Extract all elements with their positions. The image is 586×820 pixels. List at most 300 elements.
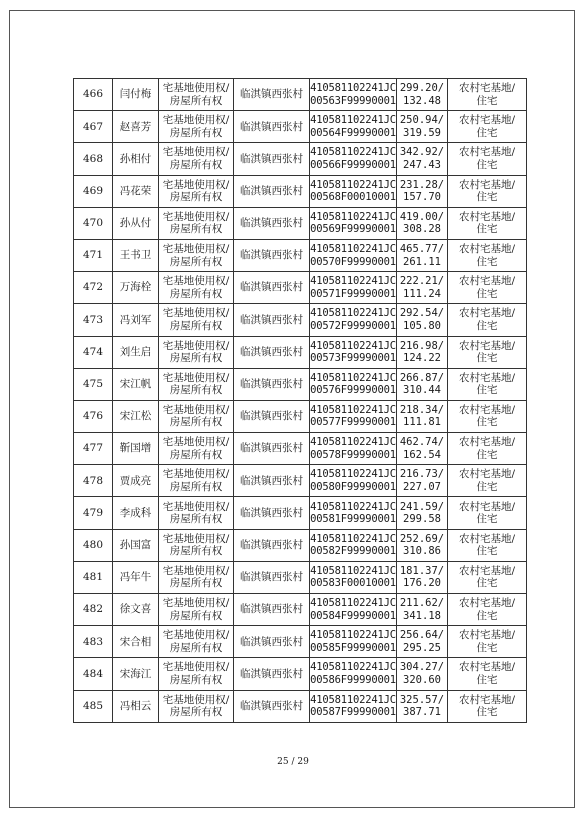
right-type-cell xyxy=(159,79,234,111)
area-cell-line: 341.18 xyxy=(403,609,441,622)
right-type-cell xyxy=(159,690,234,722)
area-cell-line: 342.92/ xyxy=(399,146,445,159)
area-cell xyxy=(397,529,448,561)
land-use-cell-line: 住宅 xyxy=(476,126,498,139)
location-cell: 临淇镇西张村 xyxy=(234,111,310,143)
land-use-cell-line: 农村宅基地/ xyxy=(458,693,516,706)
unit-code-cell-line: 410581102241JC xyxy=(310,468,396,481)
right-type-cell xyxy=(159,465,234,497)
owner-name-cell: 冯刘军 xyxy=(113,304,159,336)
area-cell-line: 241.59/ xyxy=(399,500,445,513)
right-type-cell-line: 房屋所有权 xyxy=(169,480,223,493)
owner-name-cell: 宋江帆 xyxy=(113,368,159,400)
row-number-cell: 485 xyxy=(74,690,113,722)
land-use-cell-line: 农村宅基地/ xyxy=(458,468,516,481)
right-type-cell-line: 宅基地使用权/ xyxy=(162,629,230,642)
land-use-cell-line: 农村宅基地/ xyxy=(458,564,516,577)
land-use-cell-line: 住宅 xyxy=(476,352,498,365)
land-use-cell xyxy=(448,626,527,658)
unit-code-cell-line: 410581102241JC xyxy=(310,436,396,449)
land-use-cell-line: 住宅 xyxy=(476,609,498,622)
right-type-cell-line: 房屋所有权 xyxy=(169,158,223,171)
land-use-cell xyxy=(448,175,527,207)
table-row xyxy=(74,368,527,400)
land-use-cell-line: 农村宅基地/ xyxy=(458,243,516,256)
unit-code-cell-line: 00569F99990001 xyxy=(310,223,396,236)
unit-code-cell-line: 410581102241JC xyxy=(310,693,396,706)
owner-name-cell: 孙从付 xyxy=(113,207,159,239)
land-use-cell xyxy=(448,239,527,271)
right-type-cell xyxy=(159,626,234,658)
right-type-cell-line: 宅基地使用权/ xyxy=(162,661,230,674)
area-cell xyxy=(397,175,448,207)
row-number-cell: 478 xyxy=(74,465,113,497)
area-cell xyxy=(397,111,448,143)
owner-name-cell: 冯花荣 xyxy=(113,175,159,207)
unit-code-cell xyxy=(310,272,397,304)
location-cell: 临淇镇西张村 xyxy=(234,594,310,626)
owner-name-cell: 宋合相 xyxy=(113,626,159,658)
owner-name-cell: 王书卫 xyxy=(113,239,159,271)
unit-code-cell-line: 00577F99990001 xyxy=(310,416,396,429)
land-use-cell-line: 住宅 xyxy=(476,191,498,204)
row-number-cell: 483 xyxy=(74,626,113,658)
unit-code-cell xyxy=(310,143,397,175)
land-use-cell-line: 农村宅基地/ xyxy=(458,500,516,513)
land-use-cell-line: 住宅 xyxy=(476,319,498,332)
page-number: 25 / 29 xyxy=(277,757,309,767)
right-type-cell xyxy=(159,336,234,368)
owner-name-cell: 冯相云 xyxy=(113,690,159,722)
right-type-cell-line: 宅基地使用权/ xyxy=(162,275,230,288)
table-row xyxy=(74,433,527,465)
table-row xyxy=(74,207,527,239)
unit-code-cell xyxy=(310,239,397,271)
land-use-cell-line: 住宅 xyxy=(476,577,498,590)
area-cell xyxy=(397,79,448,111)
land-use-cell xyxy=(448,304,527,336)
row-number-cell: 481 xyxy=(74,561,113,593)
unit-code-cell-line: 00587F99990001 xyxy=(310,706,396,719)
right-type-cell-line: 房屋所有权 xyxy=(169,641,223,654)
land-use-cell-line: 农村宅基地/ xyxy=(458,661,516,674)
right-type-cell-line: 房屋所有权 xyxy=(169,609,223,622)
unit-code-cell-line: 410581102241JC xyxy=(310,532,396,545)
right-type-cell-line: 房屋所有权 xyxy=(169,513,223,526)
table-row xyxy=(74,690,527,722)
area-cell xyxy=(397,272,448,304)
area-cell-line: 231.28/ xyxy=(399,178,445,191)
area-cell-line: 292.54/ xyxy=(399,307,445,320)
table-row xyxy=(74,561,527,593)
land-use-cell-line: 住宅 xyxy=(476,384,498,397)
right-type-cell xyxy=(159,175,234,207)
area-cell-line: 325.57/ xyxy=(399,693,445,706)
unit-code-cell xyxy=(310,433,397,465)
right-type-cell xyxy=(159,658,234,690)
table-row xyxy=(74,239,527,271)
area-cell-line: 310.44 xyxy=(403,384,441,397)
right-type-cell xyxy=(159,143,234,175)
unit-code-cell xyxy=(310,658,397,690)
land-use-cell-line: 住宅 xyxy=(476,545,498,558)
owner-name-cell: 孙国富 xyxy=(113,529,159,561)
land-use-cell-line: 住宅 xyxy=(476,94,498,107)
location-cell: 临淇镇西张村 xyxy=(234,175,310,207)
area-cell-line: 266.87/ xyxy=(399,371,445,384)
land-use-cell-line: 农村宅基地/ xyxy=(458,178,516,191)
land-use-cell-line: 住宅 xyxy=(476,706,498,719)
land-use-cell xyxy=(448,111,527,143)
land-use-cell-line: 住宅 xyxy=(476,223,498,236)
unit-code-cell-line: 410581102241JC xyxy=(310,371,396,384)
right-type-cell-line: 房屋所有权 xyxy=(169,287,223,300)
owner-name-cell: 靳国增 xyxy=(113,433,159,465)
unit-code-cell xyxy=(310,529,397,561)
land-use-cell-line: 农村宅基地/ xyxy=(458,629,516,642)
row-number-cell: 469 xyxy=(74,175,113,207)
owner-name-cell: 刘生启 xyxy=(113,336,159,368)
owner-name-cell: 李成科 xyxy=(113,497,159,529)
area-cell-line: 250.94/ xyxy=(399,114,445,127)
right-type-cell xyxy=(159,400,234,432)
location-cell: 临淇镇西张村 xyxy=(234,304,310,336)
table-row xyxy=(74,304,527,336)
unit-code-cell xyxy=(310,175,397,207)
land-use-cell-line: 农村宅基地/ xyxy=(458,275,516,288)
right-type-cell-line: 房屋所有权 xyxy=(169,545,223,558)
area-cell-line: 181.37/ xyxy=(399,564,445,577)
right-type-cell-line: 宅基地使用权/ xyxy=(162,693,230,706)
table-row xyxy=(74,111,527,143)
area-cell xyxy=(397,594,448,626)
land-use-cell-line: 农村宅基地/ xyxy=(458,307,516,320)
location-cell: 临淇镇西张村 xyxy=(234,561,310,593)
unit-code-cell xyxy=(310,594,397,626)
right-type-cell-line: 宅基地使用权/ xyxy=(162,243,230,256)
land-use-cell-line: 住宅 xyxy=(476,287,498,300)
land-use-cell xyxy=(448,433,527,465)
unit-code-cell-line: 00586F99990001 xyxy=(310,673,396,686)
area-cell xyxy=(397,143,448,175)
location-cell: 临淇镇西张村 xyxy=(234,465,310,497)
location-cell: 临淇镇西张村 xyxy=(234,433,310,465)
area-cell-line: 304.27/ xyxy=(399,661,445,674)
right-type-cell xyxy=(159,304,234,336)
location-cell: 临淇镇西张村 xyxy=(234,336,310,368)
land-use-cell xyxy=(448,497,527,529)
land-use-cell xyxy=(448,143,527,175)
area-cell-line: 162.54 xyxy=(403,448,441,461)
right-type-cell-line: 宅基地使用权/ xyxy=(162,339,230,352)
unit-code-cell-line: 00582F99990001 xyxy=(310,545,396,558)
land-use-cell-line: 农村宅基地/ xyxy=(458,339,516,352)
unit-code-cell-line: 00572F99990001 xyxy=(310,319,396,332)
table-row xyxy=(74,272,527,304)
area-cell-line: 124.22 xyxy=(403,352,441,365)
area-cell-line: 211.62/ xyxy=(399,597,445,610)
unit-code-cell-line: 00563F99990001 xyxy=(310,94,396,107)
area-cell-line: 222.21/ xyxy=(399,275,445,288)
right-type-cell-line: 宅基地使用权/ xyxy=(162,146,230,159)
area-cell xyxy=(397,465,448,497)
right-type-cell-line: 宅基地使用权/ xyxy=(162,82,230,95)
owner-name-cell: 闫付梅 xyxy=(113,79,159,111)
right-type-cell-line: 宅基地使用权/ xyxy=(162,500,230,513)
table-row xyxy=(74,400,527,432)
right-type-cell-line: 宅基地使用权/ xyxy=(162,564,230,577)
table-row xyxy=(74,175,527,207)
unit-code-cell-line: 410581102241JC xyxy=(310,275,396,288)
location-cell: 临淇镇西张村 xyxy=(234,239,310,271)
land-use-cell-line: 农村宅基地/ xyxy=(458,403,516,416)
right-type-cell-line: 房屋所有权 xyxy=(169,352,223,365)
area-cell-line: 419.00/ xyxy=(399,210,445,223)
row-number-cell: 473 xyxy=(74,304,113,336)
right-type-cell xyxy=(159,368,234,400)
right-type-cell xyxy=(159,529,234,561)
right-type-cell-line: 宅基地使用权/ xyxy=(162,403,230,416)
right-type-cell-line: 房屋所有权 xyxy=(169,126,223,139)
table-row xyxy=(74,594,527,626)
right-type-cell-line: 宅基地使用权/ xyxy=(162,597,230,610)
unit-code-cell xyxy=(310,304,397,336)
unit-code-cell-line: 00578F99990001 xyxy=(310,448,396,461)
unit-code-cell-line: 410581102241JC xyxy=(310,243,396,256)
unit-code-cell-line: 410581102241JC xyxy=(310,210,396,223)
land-use-cell-line: 农村宅基地/ xyxy=(458,82,516,95)
location-cell: 临淇镇西张村 xyxy=(234,690,310,722)
unit-code-cell-line: 00576F99990001 xyxy=(310,384,396,397)
area-cell-line: 320.60 xyxy=(403,673,441,686)
right-type-cell-line: 房屋所有权 xyxy=(169,223,223,236)
land-use-cell-line: 农村宅基地/ xyxy=(458,597,516,610)
area-cell-line: 310.86 xyxy=(403,545,441,558)
right-type-cell xyxy=(159,497,234,529)
unit-code-cell xyxy=(310,561,397,593)
land-use-cell-line: 农村宅基地/ xyxy=(458,371,516,384)
area-cell-line: 308.28 xyxy=(403,223,441,236)
unit-code-cell xyxy=(310,207,397,239)
location-cell: 临淇镇西张村 xyxy=(234,626,310,658)
table-row xyxy=(74,529,527,561)
row-number-cell: 472 xyxy=(74,272,113,304)
area-cell xyxy=(397,304,448,336)
land-use-cell-line: 住宅 xyxy=(476,641,498,654)
unit-code-cell xyxy=(310,400,397,432)
right-type-cell-line: 房屋所有权 xyxy=(169,319,223,332)
right-type-cell xyxy=(159,561,234,593)
right-type-cell-line: 房屋所有权 xyxy=(169,416,223,429)
right-type-cell-line: 宅基地使用权/ xyxy=(162,307,230,320)
right-type-cell xyxy=(159,594,234,626)
area-cell-line: 387.71 xyxy=(403,706,441,719)
unit-code-cell-line: 00585F99990001 xyxy=(310,641,396,654)
row-number-cell: 471 xyxy=(74,239,113,271)
unit-code-cell-line: 410581102241JC xyxy=(310,82,396,95)
unit-code-cell-line: 410581102241JC xyxy=(310,146,396,159)
unit-code-cell xyxy=(310,336,397,368)
right-type-cell-line: 宅基地使用权/ xyxy=(162,114,230,127)
unit-code-cell-line: 410581102241JC xyxy=(310,403,396,416)
right-type-cell-line: 房屋所有权 xyxy=(169,673,223,686)
land-use-cell xyxy=(448,79,527,111)
land-use-cell-line: 住宅 xyxy=(476,480,498,493)
area-cell-line: 295.25 xyxy=(403,641,441,654)
area-cell-line: 216.73/ xyxy=(399,468,445,481)
unit-code-cell-line: 00566F99990001 xyxy=(310,158,396,171)
area-cell-line: 299.20/ xyxy=(399,82,445,95)
area-cell xyxy=(397,400,448,432)
unit-code-cell xyxy=(310,79,397,111)
land-use-cell xyxy=(448,336,527,368)
land-use-cell-line: 住宅 xyxy=(476,416,498,429)
land-use-cell-line: 农村宅基地/ xyxy=(458,532,516,545)
area-cell-line: 176.20 xyxy=(403,577,441,590)
land-use-cell-line: 住宅 xyxy=(476,158,498,171)
table-row xyxy=(74,143,527,175)
location-cell: 临淇镇西张村 xyxy=(234,272,310,304)
unit-code-cell-line: 00573F99990001 xyxy=(310,352,396,365)
area-cell-line: 465.77/ xyxy=(399,243,445,256)
area-cell-line: 157.70 xyxy=(403,191,441,204)
land-use-cell-line: 住宅 xyxy=(476,673,498,686)
unit-code-cell-line: 00581F99990001 xyxy=(310,513,396,526)
owner-name-cell: 万海栓 xyxy=(113,272,159,304)
row-number-cell: 467 xyxy=(74,111,113,143)
row-number-cell: 484 xyxy=(74,658,113,690)
unit-code-cell-line: 410581102241JC xyxy=(310,178,396,191)
area-cell-line: 218.34/ xyxy=(399,403,445,416)
land-use-cell-line: 住宅 xyxy=(476,448,498,461)
area-cell xyxy=(397,561,448,593)
right-type-cell-line: 房屋所有权 xyxy=(169,577,223,590)
unit-code-cell-line: 410581102241JC xyxy=(310,661,396,674)
right-type-cell-line: 房屋所有权 xyxy=(169,448,223,461)
land-use-cell xyxy=(448,658,527,690)
land-use-cell xyxy=(448,529,527,561)
row-number-cell: 468 xyxy=(74,143,113,175)
owner-name-cell: 赵喜芳 xyxy=(113,111,159,143)
owner-name-cell: 宋海江 xyxy=(113,658,159,690)
unit-code-cell-line: 410581102241JC xyxy=(310,629,396,642)
row-number-cell: 474 xyxy=(74,336,113,368)
location-cell: 临淇镇西张村 xyxy=(234,207,310,239)
land-use-cell xyxy=(448,272,527,304)
unit-code-cell-line: 00571F99990001 xyxy=(310,287,396,300)
land-use-cell-line: 农村宅基地/ xyxy=(458,210,516,223)
land-use-cell xyxy=(448,690,527,722)
location-cell: 临淇镇西张村 xyxy=(234,143,310,175)
table-row xyxy=(74,79,527,111)
area-cell-line: 111.81 xyxy=(403,416,441,429)
area-cell-line: 111.24 xyxy=(403,287,441,300)
unit-code-cell xyxy=(310,111,397,143)
location-cell: 临淇镇西张村 xyxy=(234,497,310,529)
area-cell-line: 462.74/ xyxy=(399,436,445,449)
table-row xyxy=(74,497,527,529)
right-type-cell xyxy=(159,207,234,239)
row-number-cell: 479 xyxy=(74,497,113,529)
right-type-cell-line: 房屋所有权 xyxy=(169,255,223,268)
location-cell: 临淇镇西张村 xyxy=(234,658,310,690)
right-type-cell xyxy=(159,272,234,304)
area-cell-line: 216.98/ xyxy=(399,339,445,352)
right-type-cell xyxy=(159,239,234,271)
right-type-cell-line: 宅基地使用权/ xyxy=(162,468,230,481)
area-cell-line: 319.59 xyxy=(403,126,441,139)
row-number-cell: 476 xyxy=(74,400,113,432)
unit-code-cell-line: 410581102241JC xyxy=(310,307,396,320)
right-type-cell-line: 房屋所有权 xyxy=(169,94,223,107)
area-cell-line: 247.43 xyxy=(403,158,441,171)
unit-code-cell xyxy=(310,497,397,529)
unit-code-cell-line: 00570F99990001 xyxy=(310,255,396,268)
area-cell-line: 252.69/ xyxy=(399,532,445,545)
unit-code-cell xyxy=(310,465,397,497)
area-cell-line: 256.64/ xyxy=(399,629,445,642)
area-cell xyxy=(397,497,448,529)
owner-name-cell: 孙相付 xyxy=(113,143,159,175)
unit-code-cell xyxy=(310,626,397,658)
land-use-cell-line: 农村宅基地/ xyxy=(458,146,516,159)
land-use-cell xyxy=(448,400,527,432)
location-cell: 临淇镇西张村 xyxy=(234,368,310,400)
right-type-cell-line: 宅基地使用权/ xyxy=(162,210,230,223)
location-cell: 临淇镇西张村 xyxy=(234,79,310,111)
area-cell-line: 299.58 xyxy=(403,513,441,526)
land-use-cell xyxy=(448,561,527,593)
right-type-cell-line: 房屋所有权 xyxy=(169,706,223,719)
table-row xyxy=(74,658,527,690)
area-cell xyxy=(397,658,448,690)
row-number-cell: 482 xyxy=(74,594,113,626)
owner-name-cell: 冯年牛 xyxy=(113,561,159,593)
area-cell xyxy=(397,239,448,271)
table-row xyxy=(74,626,527,658)
right-type-cell-line: 宅基地使用权/ xyxy=(162,532,230,545)
row-number-cell: 477 xyxy=(74,433,113,465)
owner-name-cell: 贾成亮 xyxy=(113,465,159,497)
unit-code-cell-line: 410581102241JC xyxy=(310,114,396,127)
land-use-cell xyxy=(448,368,527,400)
right-type-cell xyxy=(159,433,234,465)
land-use-cell-line: 农村宅基地/ xyxy=(458,114,516,127)
area-cell-line: 105.80 xyxy=(403,319,441,332)
land-use-cell-line: 住宅 xyxy=(476,513,498,526)
right-type-cell xyxy=(159,111,234,143)
area-cell xyxy=(397,368,448,400)
right-type-cell-line: 宅基地使用权/ xyxy=(162,436,230,449)
right-type-cell-line: 房屋所有权 xyxy=(169,191,223,204)
right-type-cell-line: 房屋所有权 xyxy=(169,384,223,397)
land-use-cell xyxy=(448,594,527,626)
area-cell xyxy=(397,626,448,658)
row-number-cell: 466 xyxy=(74,79,113,111)
area-cell-line: 132.48 xyxy=(403,94,441,107)
area-cell-line: 261.11 xyxy=(403,255,441,268)
unit-code-cell xyxy=(310,368,397,400)
area-cell-line: 227.07 xyxy=(403,480,441,493)
unit-code-cell xyxy=(310,690,397,722)
area-cell xyxy=(397,433,448,465)
area-cell xyxy=(397,690,448,722)
unit-code-cell-line: 410581102241JC xyxy=(310,564,396,577)
row-number-cell: 470 xyxy=(74,207,113,239)
location-cell: 临淇镇西张村 xyxy=(234,529,310,561)
land-use-cell xyxy=(448,207,527,239)
unit-code-cell-line: 00580F99990001 xyxy=(310,480,396,493)
